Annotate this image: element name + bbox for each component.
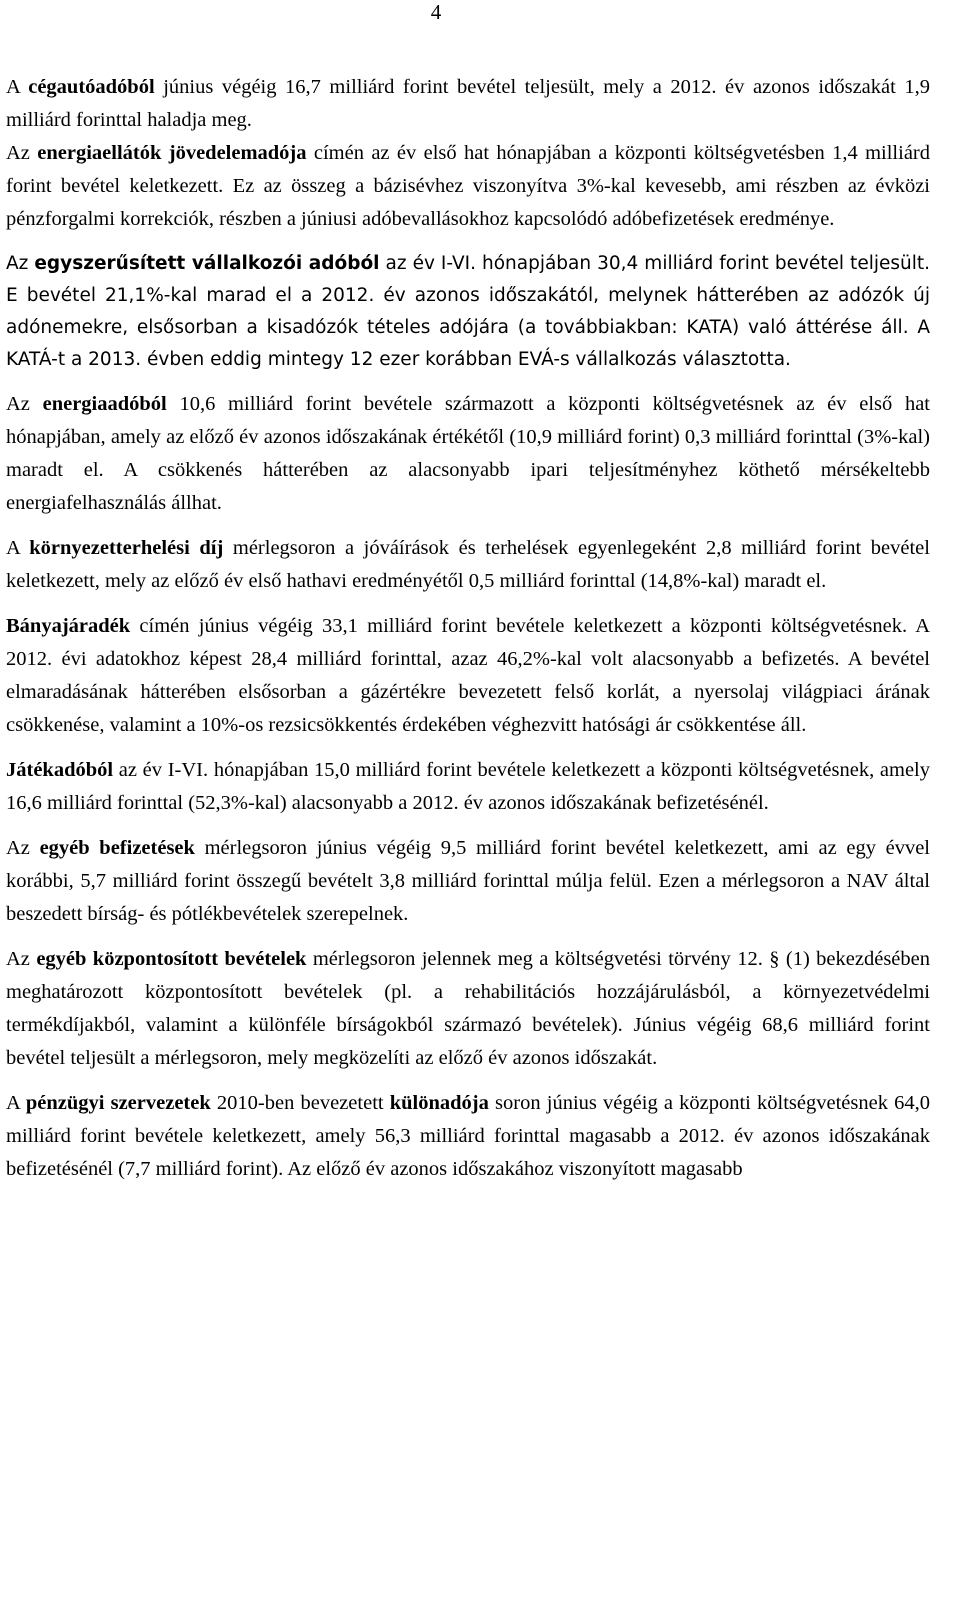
bold-term: pénzügyi szervezetek: [25, 1092, 211, 1114]
text-run: 2010-ben bevezetett: [210, 1092, 390, 1114]
text-run: 10,6 milliárd forint bevétele származott a központi költségvetésnek az év első hat hónapjában, amely az előző év azonos időszakának értékétől (10,9 milliárd forint) 0,3 milliárd forinttal (3%-kal) maradt el. A csökkenés hátterében az alacsonyabb ipari teljesítményhez köthető mérsékeltebb energiafelhasználás állhat.: [6, 393, 930, 514]
text-run: mérlegsoron a jóváírások és terhelések egyenlegeként 2,8 milliárd forint bevétel keletkezett, mely az előző év első hathavi eredményétől 0,5 milliárd forinttal (14,8%-kal) maradt el.: [6, 537, 930, 592]
text-run: mérlegsoron június végéig 9,5 milliárd forint bevétel keletkezett, ami az egy évvel korábbi, 5,7 milliárd forint összegű bevételt 3,8 milliárd forinttal múlja felül. Ezen a mérlegsoron a NAV által beszedett bírság- és pótlékbevételek szerepelnek.: [6, 837, 931, 925]
paragraph-eva: [6, 248, 930, 376]
paragraph-banyajaradek: [6, 610, 930, 742]
bold-term: energiaellátók jövedelemadója: [37, 142, 307, 164]
bold-term: különadója: [389, 1092, 489, 1114]
text-run: Az: [6, 393, 43, 415]
text-run: Az: [6, 253, 35, 274]
bold-term: egyéb befizetések: [39, 837, 195, 859]
text-run: Az: [6, 948, 37, 970]
paragraph-energiaado: [6, 388, 930, 520]
text-run: az év I-VI. hónapjában 30,4 milliárd forint bevétel teljesült. E bevétel 21,1%-kal marad el a 2012. év azonos időszakától, melynek hátterében az adózók új adónemekre, elsősorban a kisadózók tételes adójára (a továbbiakban: KATA) való áttérése áll. A KATÁ-t a 2013. évben eddig mintegy 12 ezer korábban EVÁ-s vállalkozás választotta.: [6, 253, 930, 370]
text-run: címén június végéig 33,1 milliárd forint bevétele keletkezett a központi költségvetésnek. A 2012. évi adatokhoz képest 28,4 milliárd forinttal, azaz 46,2%-kal volt alacsonyabb a befizetés. A bevétel elmaradásának hátterében elsősorban a gázértékre bevezetett felső korlát, a nyersolaj világpiaci árának csökkenése, valamint a 10%-os rezsicsökkentés érdekében véghezvitt hatósági ár csökkentése áll.: [6, 615, 930, 736]
paragraph-energiaellatok: [6, 137, 930, 236]
paragraph-egyeb-befizetesek: [6, 832, 930, 931]
bold-term: egyszerűsített vállalkozói adóból: [34, 253, 380, 274]
text-run: az év I-VI. hónapjában 15,0 milliárd forint bevétele keletkezett a központi költségvetésnek, amely 16,6 milliárd forinttal (52,3%-kal) alacsonyabb a 2012. év azonos időszakának befizetésénél.: [6, 759, 930, 814]
bold-term: Bányajáradék: [6, 615, 131, 637]
bold-term: cégautóadóból: [28, 76, 155, 98]
bold-term: egyéb központosított bevételek: [36, 948, 307, 970]
bold-term: energiaadóból: [42, 393, 167, 415]
paragraph-cegautoado: [6, 71, 930, 137]
text-run: A: [6, 1092, 26, 1114]
text-run: Az: [6, 142, 38, 164]
text-run: soron június végéig a központi költségvetésnek 64,0 milliárd forint bevétele keletkezett, amely 56,3 milliárd forinttal magasabb a 2012. év azonos időszakának befizetésénél (7,7 milliárd forint). Az előző év azonos időszakához viszonyított magasabb: [6, 1092, 930, 1180]
paragraph-kornyezetterhelesi-dij: [6, 532, 930, 598]
bold-term: Játékadóból: [6, 759, 114, 781]
text-run: mérlegsoron jelennek meg a költségvetési törvény 12. § (1) bekezdésében meghatározott központosított bevételek (pl. a rehabilitációs hozzájárulásból, a környezetvédelmi termékdíjakból, valamint a különféle bírságokból származó bevételek). Június végéig 68,6 milliárd forint bevétel teljesült a mérlegsoron, mely megközelíti az előző év azonos időszakát.: [6, 948, 931, 1069]
document-body: [6, 71, 930, 1186]
text-run: címén az év első hat hónapjában a központi költségvetésben 1,4 milliárd forint bevétel keletkezett. Ez az összeg a bázisévhez viszonyítva 3%-kal kevesebb, ami részben az évközi pénzforgalmi korrekciók, részben a júniusi adóbevallásokhoz kapcsolódó adóbefizetések eredménye.: [6, 142, 930, 230]
page-number: 4: [430, 0, 442, 24]
text-run: Az: [6, 837, 40, 859]
paragraph-penzugyi-szervezetek: [6, 1087, 930, 1186]
text-run: június végéig 16,7 milliárd forint bevétel teljesült, mely a 2012. év azonos időszakát 1,9 milliárd forinttal haladja meg.: [6, 76, 930, 131]
paragraph-egyeb-kozpontositott: [6, 943, 930, 1075]
paragraph-jatekado: [6, 754, 930, 820]
text-run: A: [6, 76, 29, 98]
bold-term: környezetterhelési díj: [29, 537, 224, 559]
text-run: A: [6, 537, 30, 559]
